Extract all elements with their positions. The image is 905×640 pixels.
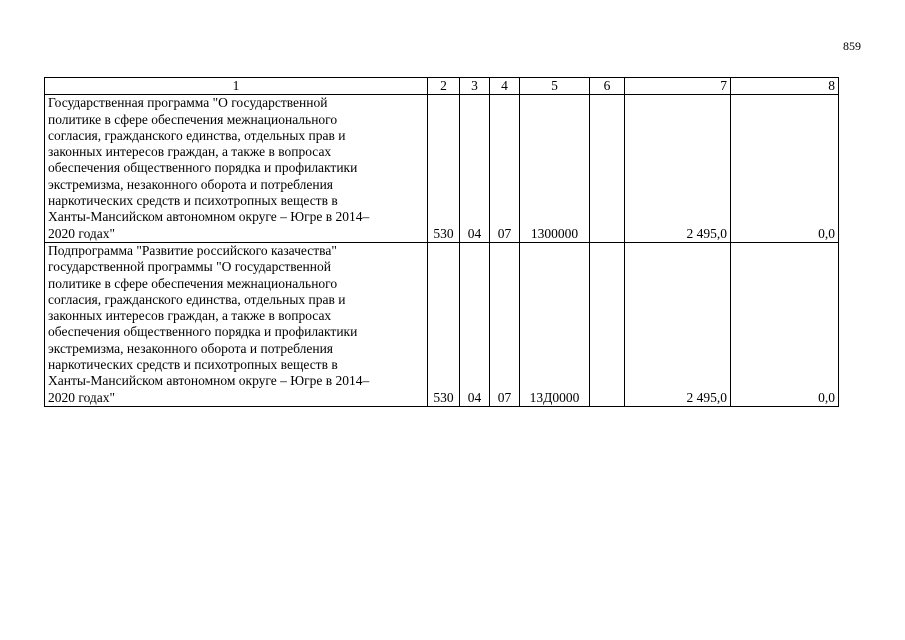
description-line: Ханты-Мансийском автономном округе – Югре в 2014– — [48, 209, 370, 225]
cell-admin-code: 530 — [428, 242, 460, 406]
cell-amount-extra: 0,0 — [731, 95, 839, 243]
cell-target-code: 13Д0000 — [520, 242, 590, 406]
description-line: Подпрограмма "Развитие российского казачества" — [48, 242, 337, 258]
description-line: законных интересов граждан, а также в вопросах — [48, 308, 332, 324]
description-line: экстремизма, незаконного оборота и потребления — [48, 340, 334, 356]
description-line: политике в сфере обеспечения межнационального — [48, 111, 338, 127]
description-line: Ханты-Мансийском автономном округе – Югре в 2014– — [48, 373, 370, 389]
description-line: Государственная программа "О государственной — [48, 95, 328, 111]
description-line: политике в сфере обеспечения межнационального — [48, 275, 338, 291]
description-line: 2020 годах" — [48, 225, 116, 241]
budget-table — [44, 77, 839, 407]
table-row — [45, 95, 839, 243]
cell-target-code: 1300000 — [520, 95, 590, 243]
description-line: обеспечения общественного порядка и профилактики — [48, 324, 358, 340]
cell-section: 04 — [460, 242, 490, 406]
cell-subsection: 07 — [490, 242, 520, 406]
header-col-1: 1 — [45, 78, 428, 95]
header-col-3: 3 — [460, 78, 490, 95]
header-row — [45, 78, 839, 95]
header-col-8: 8 — [731, 78, 839, 95]
header-col-6: 6 — [590, 78, 625, 95]
description-line: законных интересов граждан, а также в вопросах — [48, 144, 332, 160]
header-col-2: 2 — [428, 78, 460, 95]
cell-amount-extra: 0,0 — [731, 242, 839, 406]
description-line: согласия, гражданского единства, отдельных прав и — [48, 127, 346, 143]
cell-amount: 2 495,0 — [625, 95, 731, 243]
description-line: наркотических средств и психотропных веществ в — [48, 357, 338, 373]
cell-amount: 2 495,0 — [625, 242, 731, 406]
row-description — [45, 95, 428, 243]
description-line: 2020 годах" — [48, 389, 116, 405]
cell-expense-type — [590, 242, 625, 406]
description-line: наркотических средств и психотропных веществ в — [48, 193, 338, 209]
description-line: обеспечения общественного порядка и профилактики — [48, 160, 358, 176]
cell-expense-type — [590, 95, 625, 243]
description-line: согласия, гражданского единства, отдельных прав и — [48, 291, 346, 307]
header-col-5: 5 — [520, 78, 590, 95]
cell-admin-code: 530 — [428, 95, 460, 243]
description-line: государственной программы "О государственной — [48, 259, 331, 275]
page-number: 859 — [843, 39, 861, 53]
header-col-7: 7 — [625, 78, 731, 95]
cell-subsection: 07 — [490, 95, 520, 243]
description-line: экстремизма, незаконного оборота и потребления — [48, 176, 334, 192]
cell-section: 04 — [460, 95, 490, 243]
header-col-4: 4 — [490, 78, 520, 95]
table-row — [45, 242, 839, 406]
row-description — [45, 242, 428, 406]
